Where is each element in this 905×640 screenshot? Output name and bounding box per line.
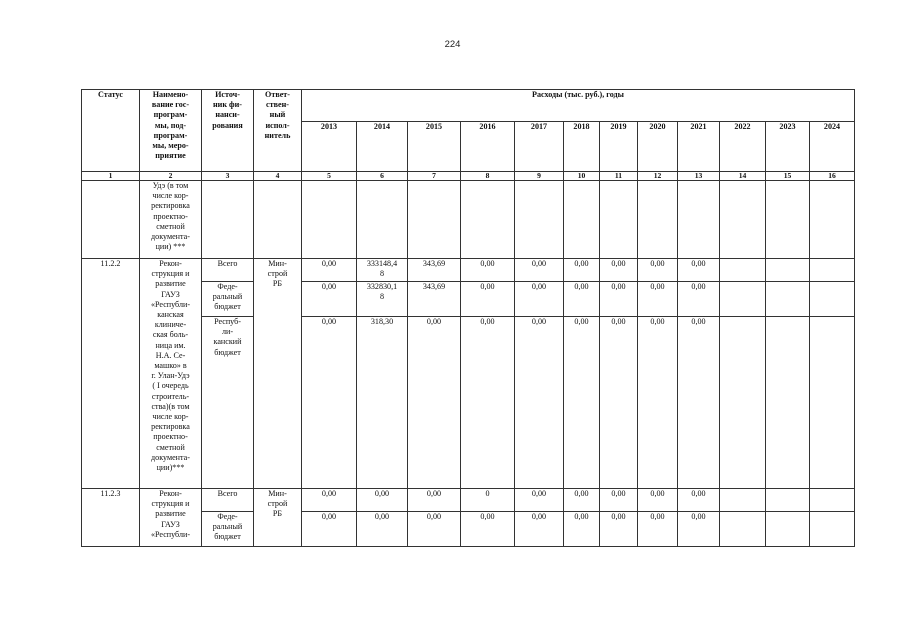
value-cell — [810, 489, 855, 512]
header-year: 2018 — [564, 122, 600, 172]
header-year: 2019 — [600, 122, 638, 172]
value-cell — [810, 282, 855, 317]
value-cell — [810, 512, 855, 547]
value-cell: 0,00 — [678, 317, 720, 489]
value-cell — [766, 259, 810, 282]
column-number: 11 — [600, 172, 638, 181]
value-cell: 0,00 — [302, 259, 357, 282]
header-status: Статус — [82, 90, 140, 172]
continuation-name: Удэ (в том числе кор- ректировка проектно- сметной документа- ции) *** — [140, 181, 202, 259]
value-cell: 0,00 — [564, 317, 600, 489]
value-cell — [720, 317, 766, 489]
item-source: Всего — [202, 259, 254, 282]
header-source: Источ- ник фи- нанси- рования — [202, 90, 254, 172]
column-number: 6 — [357, 172, 408, 181]
value-cell: 0,00 — [600, 512, 638, 547]
table-row — [82, 259, 855, 282]
item-name: Рекон- струкция и развитие ГАУЗ «Республи- — [140, 489, 202, 547]
header-executor: Ответ- ствен- ный испол- нитель — [254, 90, 302, 172]
value-cell — [720, 512, 766, 547]
column-number: 16 — [810, 172, 855, 181]
value-cell: 0,00 — [638, 317, 678, 489]
page-number: 224 — [444, 39, 461, 50]
header-year: 2013 — [302, 122, 357, 172]
value-cell: 0,00 — [515, 512, 564, 547]
value-cell: 0,00 — [638, 282, 678, 317]
value-cell: 0,00 — [638, 489, 678, 512]
value-cell: 0,00 — [515, 489, 564, 512]
value-cell: 0,00 — [357, 512, 408, 547]
table-row — [82, 489, 855, 512]
value-cell: 0,00 — [461, 282, 515, 317]
value-cell: 0,00 — [678, 489, 720, 512]
value-cell: 0,00 — [515, 317, 564, 489]
value-cell: 0,00 — [600, 259, 638, 282]
value-cell: 0,00 — [302, 489, 357, 512]
column-number: 12 — [638, 172, 678, 181]
value-cell — [766, 282, 810, 317]
header-year: 2016 — [461, 122, 515, 172]
header-year: 2014 — [357, 122, 408, 172]
header-year: 2020 — [638, 122, 678, 172]
value-cell: 0,00 — [357, 489, 408, 512]
value-cell — [720, 282, 766, 317]
item-status: 11.2.2 — [82, 259, 140, 489]
value-cell: 0,00 — [408, 512, 461, 547]
value-cell — [720, 259, 766, 282]
continuation-executor-cell — [254, 181, 302, 259]
column-number: 4 — [254, 172, 302, 181]
value-cell — [766, 317, 810, 489]
item-name: Рекон- струкция и развитие ГАУЗ «Республи- канская клиниче- ская боль- ница им. Н.А. Се- машко» в г. Улан-Удэ ( I очередь строитель- ства)(в том числе кор- ректировка проектно- сметной документа- ции)*** — [140, 259, 202, 489]
value-cell: 0,00 — [678, 282, 720, 317]
column-number: 8 — [461, 172, 515, 181]
value-cell: 343,69 — [408, 282, 461, 317]
header-expenses: Расходы (тыс. руб.), годы — [302, 90, 855, 122]
column-number: 9 — [515, 172, 564, 181]
value-cell — [720, 489, 766, 512]
value-cell: 0,00 — [600, 317, 638, 489]
value-cell: 0,00 — [461, 317, 515, 489]
header-year: 2022 — [720, 122, 766, 172]
value-cell: 0,00 — [564, 489, 600, 512]
value-cell: 343,69 — [408, 259, 461, 282]
value-cell: 318,30 — [357, 317, 408, 489]
value-cell — [810, 259, 855, 282]
column-number: 2 — [140, 172, 202, 181]
header-year: 2024 — [810, 122, 855, 172]
item-source: Феде- ральный бюджет — [202, 512, 254, 547]
value-cell: 0,00 — [302, 282, 357, 317]
column-number: 3 — [202, 172, 254, 181]
column-number: 10 — [564, 172, 600, 181]
value-cell: 0,00 — [515, 259, 564, 282]
value-cell — [766, 489, 810, 512]
column-number: 1 — [82, 172, 140, 181]
continuation-status-cell — [82, 181, 140, 259]
value-cell: 0,00 — [564, 512, 600, 547]
value-cell: 0 — [461, 489, 515, 512]
item-source: Респуб- ли- канский бюджет — [202, 317, 254, 489]
value-cell: 0,00 — [302, 317, 357, 489]
header-year: 2021 — [678, 122, 720, 172]
value-cell: 0,00 — [302, 512, 357, 547]
expenses-table — [81, 89, 855, 547]
header-name: Наимено- вание гос- програм- мы, под- програм- мы, меро- приятие — [140, 90, 202, 172]
column-number: 5 — [302, 172, 357, 181]
value-cell: 0,00 — [678, 259, 720, 282]
value-cell: 0,00 — [600, 489, 638, 512]
value-cell: 332830,1 8 — [357, 282, 408, 317]
item-executor: Мин- строй РБ — [254, 259, 302, 489]
value-cell: 0,00 — [638, 512, 678, 547]
value-cell: 0,00 — [408, 317, 461, 489]
header-year: 2023 — [766, 122, 810, 172]
column-number: 14 — [720, 172, 766, 181]
item-source: Всего — [202, 489, 254, 512]
column-number: 7 — [408, 172, 461, 181]
column-number: 13 — [678, 172, 720, 181]
value-cell — [810, 317, 855, 489]
value-cell: 0,00 — [564, 282, 600, 317]
item-executor: Мин- строй РБ — [254, 489, 302, 547]
value-cell: 0,00 — [461, 259, 515, 282]
item-source: Феде- ральный бюджет — [202, 282, 254, 317]
continuation-source-cell — [202, 181, 254, 259]
header-year: 2017 — [515, 122, 564, 172]
item-status: 11.2.3 — [82, 489, 140, 547]
value-cell: 0,00 — [564, 259, 600, 282]
value-cell: 0,00 — [638, 259, 678, 282]
column-number: 15 — [766, 172, 810, 181]
value-cell: 0,00 — [678, 512, 720, 547]
value-cell: 0,00 — [408, 489, 461, 512]
value-cell — [766, 512, 810, 547]
value-cell: 0,00 — [600, 282, 638, 317]
value-cell: 0,00 — [461, 512, 515, 547]
value-cell: 0,00 — [515, 282, 564, 317]
header-year: 2015 — [408, 122, 461, 172]
value-cell: 333148,4 8 — [357, 259, 408, 282]
